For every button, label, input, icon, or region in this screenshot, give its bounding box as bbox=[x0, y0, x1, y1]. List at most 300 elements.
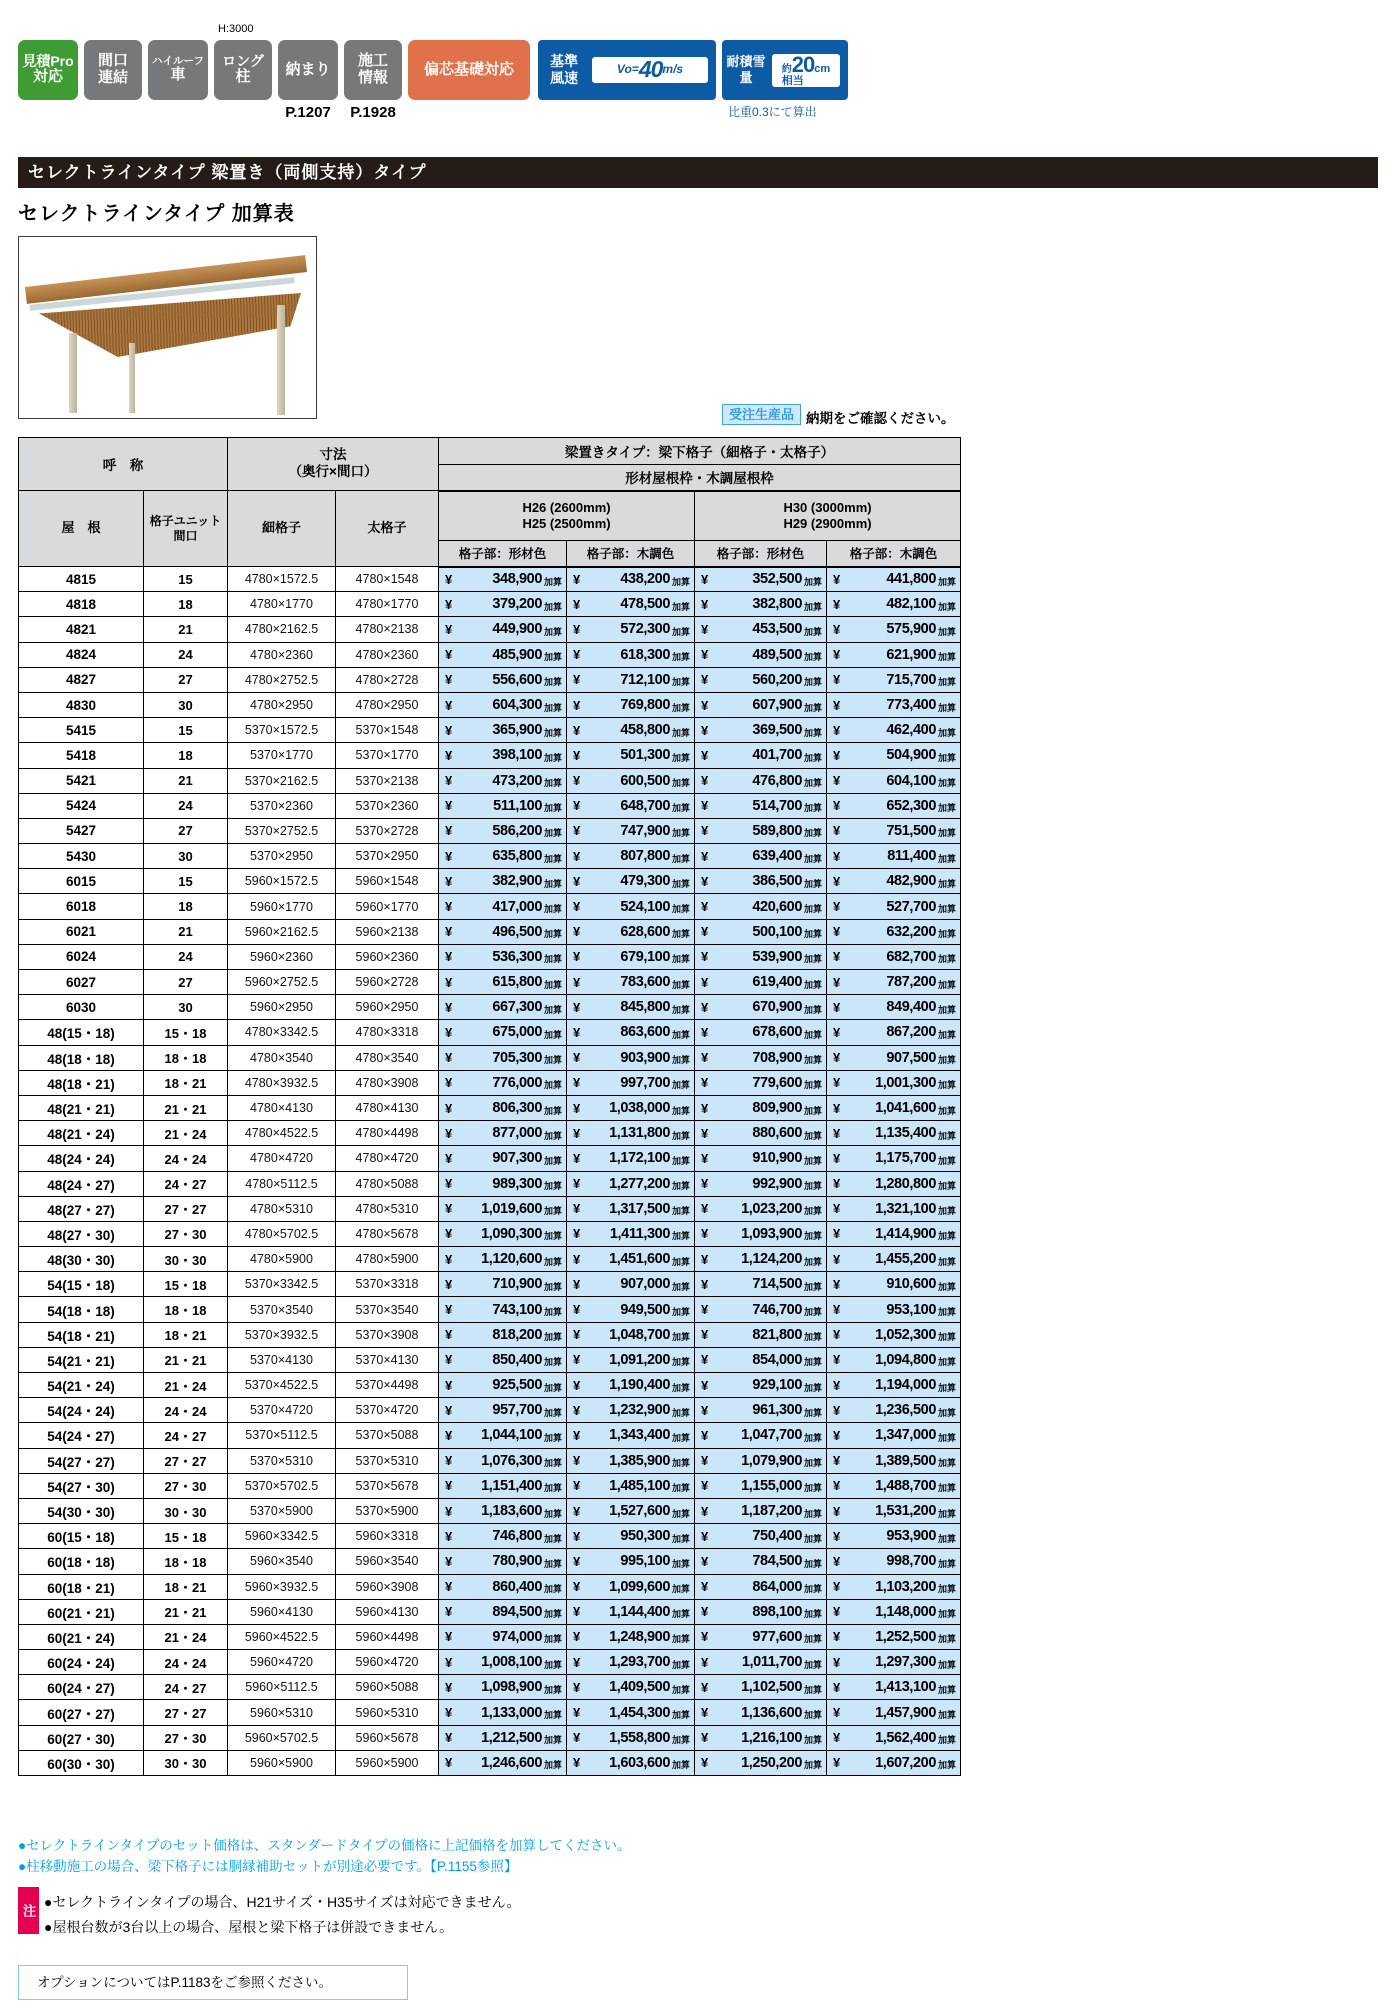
cell-roof-name: 6030 bbox=[19, 995, 144, 1020]
cell-price bbox=[695, 970, 827, 995]
yen-symbol: ¥ bbox=[445, 697, 453, 713]
cell-price bbox=[695, 1373, 827, 1398]
add-suffix: 加算 bbox=[672, 1130, 691, 1141]
cell-price bbox=[827, 567, 961, 592]
add-suffix: 加算 bbox=[672, 1508, 691, 1519]
price-wrap bbox=[827, 1625, 960, 1649]
price-wrap bbox=[695, 743, 826, 767]
yen-symbol: ¥ bbox=[573, 1705, 581, 1721]
price-wrap bbox=[567, 592, 694, 616]
price-value: 511,100 bbox=[493, 797, 542, 814]
price-wrap bbox=[827, 592, 960, 616]
cell-price bbox=[439, 692, 567, 717]
header-h30-line1: H30 (3000mm) bbox=[783, 499, 872, 515]
yen-symbol: ¥ bbox=[573, 1327, 581, 1343]
table-row bbox=[19, 1272, 961, 1297]
price-wrap bbox=[439, 1600, 566, 1624]
price-wrap bbox=[439, 568, 566, 592]
cell-price bbox=[695, 793, 827, 818]
price-value: 989,300 bbox=[492, 1175, 542, 1192]
caution-badge: 注 bbox=[18, 1887, 39, 1934]
add-suffix: 加算 bbox=[544, 1181, 563, 1192]
table-row bbox=[19, 617, 961, 642]
price-value: 1,008,100 bbox=[481, 1654, 542, 1671]
cell-roof-name: 5415 bbox=[19, 718, 144, 743]
caution-line: ●セレクトラインタイプの場合、H21サイズ・H35サイズは対応できません。 bbox=[44, 1894, 521, 1910]
yen-symbol: ¥ bbox=[445, 1050, 453, 1066]
yen-symbol: ¥ bbox=[573, 1302, 581, 1318]
cell-dim-hoso: 5960×3342.5 bbox=[228, 1524, 336, 1549]
cell-roof-name: 54(27・27) bbox=[19, 1448, 144, 1473]
table-row bbox=[19, 1599, 961, 1624]
price-value: 769,800 bbox=[620, 697, 670, 714]
yen-symbol: ¥ bbox=[573, 1503, 581, 1519]
cell-price bbox=[827, 667, 961, 692]
cell-dim-futo: 5960×4130 bbox=[336, 1599, 439, 1624]
yen-symbol: ¥ bbox=[701, 1377, 709, 1393]
add-suffix: 加算 bbox=[544, 803, 563, 814]
cell-price bbox=[827, 1725, 961, 1750]
cell-price bbox=[567, 1272, 695, 1297]
cell-dim-futo: 4780×3318 bbox=[336, 1020, 439, 1045]
cell-price bbox=[827, 1297, 961, 1322]
cell-dim-hoso: 5960×4720 bbox=[228, 1650, 336, 1675]
cell-price bbox=[827, 1121, 961, 1146]
cell-price bbox=[439, 1045, 567, 1070]
add-suffix: 加算 bbox=[672, 1155, 691, 1166]
cell-unit-width: 21・21 bbox=[144, 1095, 228, 1120]
price-value: 898,100 bbox=[752, 1603, 802, 1620]
price-value: 607,900 bbox=[752, 697, 802, 714]
cell-roof-name: 48(18・21) bbox=[19, 1070, 144, 1095]
price-value: 527,700 bbox=[886, 898, 937, 915]
add-suffix: 加算 bbox=[938, 1181, 957, 1192]
price-wrap bbox=[567, 643, 694, 667]
price-value: 682,700 bbox=[886, 948, 937, 965]
price-value: 784,500 bbox=[752, 1553, 802, 1570]
price-wrap bbox=[695, 592, 826, 616]
price-value: 863,600 bbox=[620, 1024, 670, 1041]
cell-price bbox=[439, 869, 567, 894]
price-wrap bbox=[439, 693, 566, 717]
cell-dim-futo: 5960×5310 bbox=[336, 1700, 439, 1725]
price-value: 1,079,900 bbox=[741, 1452, 802, 1469]
cell-unit-width: 18・18 bbox=[144, 1549, 228, 1574]
price-wrap bbox=[567, 769, 694, 793]
add-suffix: 加算 bbox=[544, 954, 563, 965]
cell-unit-width: 24 bbox=[144, 944, 228, 969]
price-wrap bbox=[567, 1524, 694, 1548]
cell-dim-hoso: 4780×2950 bbox=[228, 692, 336, 717]
cell-dim-futo: 5370×5900 bbox=[336, 1498, 439, 1523]
add-suffix: 加算 bbox=[938, 1684, 957, 1695]
cell-dim-hoso: 5960×3932.5 bbox=[228, 1574, 336, 1599]
add-suffix: 加算 bbox=[938, 853, 957, 864]
yen-symbol: ¥ bbox=[445, 848, 453, 864]
yen-symbol: ¥ bbox=[833, 873, 841, 889]
yen-symbol: ¥ bbox=[573, 571, 581, 587]
price-value: 556,600 bbox=[492, 671, 542, 688]
header-sub-wood-h26: 格子部：木調色 bbox=[567, 541, 695, 567]
cell-dim-futo: 4780×3540 bbox=[336, 1045, 439, 1070]
cell-roof-name: 4827 bbox=[19, 667, 144, 692]
yen-symbol: ¥ bbox=[573, 974, 581, 990]
yen-symbol: ¥ bbox=[573, 1478, 581, 1494]
price-wrap bbox=[827, 1474, 960, 1498]
price-wrap bbox=[567, 617, 694, 641]
badge-longpillar-line2: 柱 bbox=[235, 68, 251, 86]
cell-price bbox=[567, 944, 695, 969]
yen-symbol: ¥ bbox=[573, 1075, 581, 1091]
add-suffix: 加算 bbox=[938, 1281, 957, 1292]
price-value: 773,400 bbox=[886, 697, 937, 714]
add-suffix: 加算 bbox=[804, 1508, 823, 1519]
price-value: 949,500 bbox=[620, 1301, 670, 1318]
price-value: 678,600 bbox=[752, 1024, 802, 1041]
price-wrap bbox=[567, 1348, 694, 1372]
price-wrap bbox=[827, 819, 960, 843]
cell-dim-hoso: 4780×5112.5 bbox=[228, 1171, 336, 1196]
price-wrap bbox=[695, 1272, 826, 1296]
price-value: 715,700 bbox=[886, 671, 937, 688]
add-suffix: 加算 bbox=[804, 778, 823, 789]
cell-price bbox=[695, 869, 827, 894]
price-value: 369,500 bbox=[752, 722, 802, 739]
price-value: 929,100 bbox=[752, 1377, 802, 1394]
yen-symbol: ¥ bbox=[701, 1024, 709, 1040]
header-name-group: 呼 称 bbox=[19, 438, 228, 491]
cell-unit-width: 24・24 bbox=[144, 1398, 228, 1423]
cell-price bbox=[439, 1624, 567, 1649]
cell-price bbox=[439, 1095, 567, 1120]
cell-price bbox=[567, 1524, 695, 1549]
price-wrap bbox=[439, 970, 566, 994]
yen-symbol: ¥ bbox=[573, 1629, 581, 1645]
cell-dim-futo: 4780×4498 bbox=[336, 1121, 439, 1146]
price-value: 1,023,200 bbox=[741, 1200, 802, 1217]
yen-symbol: ¥ bbox=[573, 1176, 581, 1192]
price-value: 1,562,400 bbox=[875, 1729, 937, 1746]
yen-symbol: ¥ bbox=[701, 571, 709, 587]
header-h26-line1: H26 (2600mm) bbox=[522, 499, 611, 515]
yen-symbol: ¥ bbox=[833, 1629, 841, 1645]
table-row bbox=[19, 743, 961, 768]
add-suffix: 加算 bbox=[938, 1634, 957, 1645]
price-value: 903,900 bbox=[620, 1049, 670, 1066]
cell-price bbox=[695, 1070, 827, 1095]
price-wrap bbox=[695, 1020, 826, 1044]
cell-price bbox=[439, 1020, 567, 1045]
yen-symbol: ¥ bbox=[833, 773, 841, 789]
add-suffix: 加算 bbox=[544, 1659, 563, 1670]
yen-symbol: ¥ bbox=[701, 1528, 709, 1544]
cell-dim-hoso: 4780×2752.5 bbox=[228, 667, 336, 692]
add-suffix: 加算 bbox=[938, 803, 957, 814]
table-row bbox=[19, 1070, 961, 1095]
yen-symbol: ¥ bbox=[833, 1755, 841, 1771]
table-row bbox=[19, 1347, 961, 1372]
add-suffix: 加算 bbox=[938, 1256, 957, 1267]
yen-symbol: ¥ bbox=[445, 747, 453, 763]
price-wrap bbox=[695, 1726, 826, 1750]
price-wrap bbox=[567, 945, 694, 969]
long-pillar-height-label: H:3000 bbox=[218, 23, 254, 35]
add-suffix: 加算 bbox=[804, 1307, 823, 1318]
yen-symbol: ¥ bbox=[573, 949, 581, 965]
yen-symbol: ¥ bbox=[833, 823, 841, 839]
yen-symbol: ¥ bbox=[701, 974, 709, 990]
price-value: 1,413,100 bbox=[875, 1679, 937, 1696]
yen-symbol: ¥ bbox=[701, 848, 709, 864]
cell-dim-hoso: 4780×3540 bbox=[228, 1045, 336, 1070]
cell-price bbox=[695, 1121, 827, 1146]
price-value: 1,135,400 bbox=[875, 1125, 937, 1142]
cell-roof-name: 54(24・27) bbox=[19, 1423, 144, 1448]
yen-symbol: ¥ bbox=[573, 747, 581, 763]
cell-price bbox=[827, 617, 961, 642]
price-wrap bbox=[439, 1625, 566, 1649]
add-suffix: 加算 bbox=[672, 1483, 691, 1494]
price-wrap bbox=[567, 894, 694, 918]
yen-symbol: ¥ bbox=[833, 621, 841, 637]
table-row bbox=[19, 1095, 961, 1120]
cell-price bbox=[827, 768, 961, 793]
yen-symbol: ¥ bbox=[701, 1302, 709, 1318]
cell-price bbox=[439, 1574, 567, 1599]
yen-symbol: ¥ bbox=[701, 1402, 709, 1418]
snow-load-value-box bbox=[772, 51, 840, 87]
price-wrap bbox=[439, 1398, 566, 1422]
cell-roof-name: 4824 bbox=[19, 642, 144, 667]
price-value: 998,700 bbox=[886, 1553, 937, 1570]
cell-roof-name: 48(21・21) bbox=[19, 1095, 144, 1120]
add-suffix: 加算 bbox=[804, 979, 823, 990]
add-suffix: 加算 bbox=[544, 626, 563, 637]
photo-post bbox=[129, 343, 135, 413]
add-suffix: 加算 bbox=[672, 1558, 691, 1569]
table-row bbox=[19, 1171, 961, 1196]
cell-price bbox=[827, 919, 961, 944]
add-suffix: 加算 bbox=[938, 1458, 957, 1469]
price-value: 1,317,500 bbox=[609, 1200, 670, 1217]
cell-unit-width: 24・27 bbox=[144, 1171, 228, 1196]
cell-roof-name: 60(24・24) bbox=[19, 1650, 144, 1675]
cell-price bbox=[439, 1247, 567, 1272]
add-suffix: 加算 bbox=[544, 1584, 563, 1595]
price-value: 894,500 bbox=[492, 1603, 542, 1620]
add-suffix: 加算 bbox=[938, 652, 957, 663]
cell-price bbox=[695, 1146, 827, 1171]
price-value: 977,600 bbox=[752, 1628, 802, 1645]
price-wrap bbox=[567, 1172, 694, 1196]
price-wrap bbox=[439, 1524, 566, 1548]
price-value: 910,900 bbox=[752, 1150, 802, 1167]
price-wrap bbox=[567, 718, 694, 742]
cell-dim-hoso: 4780×4130 bbox=[228, 1095, 336, 1120]
price-wrap bbox=[439, 1373, 566, 1397]
cell-price bbox=[439, 970, 567, 995]
cell-price bbox=[439, 1121, 567, 1146]
yen-symbol: ¥ bbox=[573, 1730, 581, 1746]
header-frame-type: 形材屋根枠・木調屋根枠 bbox=[439, 465, 961, 491]
cell-price bbox=[695, 844, 827, 869]
snow-value-suffix: 相当 bbox=[781, 74, 804, 87]
price-wrap bbox=[695, 1172, 826, 1196]
price-value: 441,800 bbox=[886, 571, 937, 588]
yen-symbol: ¥ bbox=[445, 1730, 453, 1746]
table-row bbox=[19, 1121, 961, 1146]
cell-dim-futo: 5370×2360 bbox=[336, 793, 439, 818]
price-value: 1,212,500 bbox=[481, 1729, 542, 1746]
price-wrap bbox=[827, 1423, 960, 1447]
cell-dim-futo: 5960×2728 bbox=[336, 970, 439, 995]
price-wrap bbox=[827, 995, 960, 1019]
cell-roof-name: 4815 bbox=[19, 567, 144, 592]
price-value: 1,175,700 bbox=[875, 1150, 937, 1167]
wind-value-prefix: Vo= bbox=[616, 62, 639, 77]
yen-symbol: ¥ bbox=[701, 1755, 709, 1771]
add-suffix: 加算 bbox=[544, 1231, 563, 1242]
made-to-order-badge: 受注生産品 bbox=[722, 404, 801, 425]
price-wrap bbox=[827, 1373, 960, 1397]
price-wrap bbox=[827, 1600, 960, 1624]
price-value: 485,900 bbox=[492, 646, 542, 663]
add-suffix: 加算 bbox=[804, 1533, 823, 1544]
cell-dim-hoso: 5960×5112.5 bbox=[228, 1675, 336, 1700]
price-wrap bbox=[695, 668, 826, 692]
cell-unit-width: 27・30 bbox=[144, 1221, 228, 1246]
price-table bbox=[18, 437, 961, 1776]
yen-symbol: ¥ bbox=[833, 1528, 841, 1544]
price-value: 997,700 bbox=[620, 1074, 670, 1091]
add-suffix: 加算 bbox=[938, 1735, 957, 1746]
price-wrap bbox=[567, 1423, 694, 1447]
cell-roof-name: 5427 bbox=[19, 818, 144, 843]
cell-price bbox=[567, 567, 695, 592]
add-suffix: 加算 bbox=[938, 878, 957, 889]
yen-symbol: ¥ bbox=[573, 773, 581, 789]
cell-price bbox=[567, 1297, 695, 1322]
cell-roof-name: 6021 bbox=[19, 919, 144, 944]
cell-unit-width: 21・24 bbox=[144, 1624, 228, 1649]
price-wrap bbox=[439, 1700, 566, 1724]
price-value: 615,800 bbox=[492, 974, 542, 991]
cell-dim-futo: 5960×3318 bbox=[336, 1524, 439, 1549]
price-wrap bbox=[827, 1398, 960, 1422]
cell-price bbox=[827, 844, 961, 869]
cell-price bbox=[567, 592, 695, 617]
cell-dim-futo: 4780×1548 bbox=[336, 567, 439, 592]
add-suffix: 加算 bbox=[672, 576, 691, 587]
cell-roof-name: 60(21・24) bbox=[19, 1624, 144, 1649]
cell-price bbox=[567, 768, 695, 793]
price-value: 974,000 bbox=[492, 1628, 542, 1645]
cell-price bbox=[567, 1750, 695, 1775]
add-suffix: 加算 bbox=[672, 1080, 691, 1091]
price-value: 539,900 bbox=[752, 948, 802, 965]
cell-price bbox=[695, 592, 827, 617]
price-wrap bbox=[567, 819, 694, 843]
price-value: 652,300 bbox=[886, 797, 937, 814]
price-value: 1,343,400 bbox=[609, 1427, 670, 1444]
yen-symbol: ¥ bbox=[573, 1125, 581, 1141]
price-value: 751,500 bbox=[886, 822, 937, 839]
cell-dim-futo: 5370×5310 bbox=[336, 1448, 439, 1473]
table-row bbox=[19, 944, 961, 969]
cell-unit-width: 18 bbox=[144, 743, 228, 768]
yen-symbol: ¥ bbox=[445, 1201, 453, 1217]
snow-value-prefix: 約 bbox=[781, 63, 792, 75]
cell-price bbox=[695, 1020, 827, 1045]
yen-symbol: ¥ bbox=[701, 1579, 709, 1595]
cell-price bbox=[695, 1221, 827, 1246]
cell-unit-width: 27 bbox=[144, 667, 228, 692]
add-suffix: 加算 bbox=[804, 576, 823, 587]
cell-dim-hoso: 4780×3342.5 bbox=[228, 1020, 336, 1045]
cell-price bbox=[827, 1247, 961, 1272]
price-value: 1,044,100 bbox=[481, 1427, 542, 1444]
yen-symbol: ¥ bbox=[701, 596, 709, 612]
cell-dim-hoso: 5370×5702.5 bbox=[228, 1473, 336, 1498]
price-value: 478,500 bbox=[620, 596, 670, 613]
price-value: 501,300 bbox=[620, 747, 670, 764]
price-value: 1,321,100 bbox=[875, 1200, 937, 1217]
add-suffix: 加算 bbox=[804, 1458, 823, 1469]
price-value: 1,076,300 bbox=[481, 1452, 542, 1469]
price-wrap bbox=[439, 995, 566, 1019]
badge-estimate-line1: 見積Pro bbox=[22, 52, 74, 69]
cell-price bbox=[695, 1750, 827, 1775]
price-wrap bbox=[439, 643, 566, 667]
cell-price bbox=[439, 1297, 567, 1322]
price-wrap bbox=[439, 769, 566, 793]
header-unit-line1: 格子ユニット bbox=[149, 513, 222, 528]
add-suffix: 加算 bbox=[544, 1609, 563, 1620]
cell-price bbox=[695, 1398, 827, 1423]
cell-unit-width: 15・18 bbox=[144, 1272, 228, 1297]
price-wrap bbox=[567, 995, 694, 1019]
cell-dim-hoso: 5370×3342.5 bbox=[228, 1272, 336, 1297]
cell-price bbox=[439, 667, 567, 692]
add-suffix: 加算 bbox=[672, 1432, 691, 1443]
price-value: 679,100 bbox=[620, 948, 670, 965]
add-suffix: 加算 bbox=[544, 1483, 563, 1494]
yen-symbol: ¥ bbox=[833, 1402, 841, 1418]
yen-symbol: ¥ bbox=[445, 722, 453, 738]
add-suffix: 加算 bbox=[672, 979, 691, 990]
add-suffix: 加算 bbox=[938, 576, 957, 587]
cell-dim-hoso: 5960×1572.5 bbox=[228, 869, 336, 894]
price-value: 1,131,800 bbox=[609, 1125, 670, 1142]
price-value: 619,400 bbox=[752, 974, 802, 991]
cell-unit-width: 21 bbox=[144, 768, 228, 793]
yen-symbol: ¥ bbox=[573, 848, 581, 864]
badge-sekou-line1: 施工 bbox=[357, 52, 388, 70]
yen-symbol: ¥ bbox=[701, 949, 709, 965]
badge-estimate-line2: 対応 bbox=[32, 68, 63, 86]
cell-price bbox=[567, 1574, 695, 1599]
add-suffix: 加算 bbox=[938, 601, 957, 612]
yen-symbol: ¥ bbox=[701, 672, 709, 688]
price-wrap bbox=[439, 1222, 566, 1246]
cell-dim-hoso: 5960×5310 bbox=[228, 1700, 336, 1725]
badge-longpillar-line1: ロング bbox=[222, 52, 264, 69]
wind-value-unit: m/s bbox=[662, 62, 684, 77]
price-wrap bbox=[827, 844, 960, 868]
add-suffix: 加算 bbox=[804, 1609, 823, 1620]
add-suffix: 加算 bbox=[544, 1004, 563, 1015]
add-suffix: 加算 bbox=[938, 1155, 957, 1166]
